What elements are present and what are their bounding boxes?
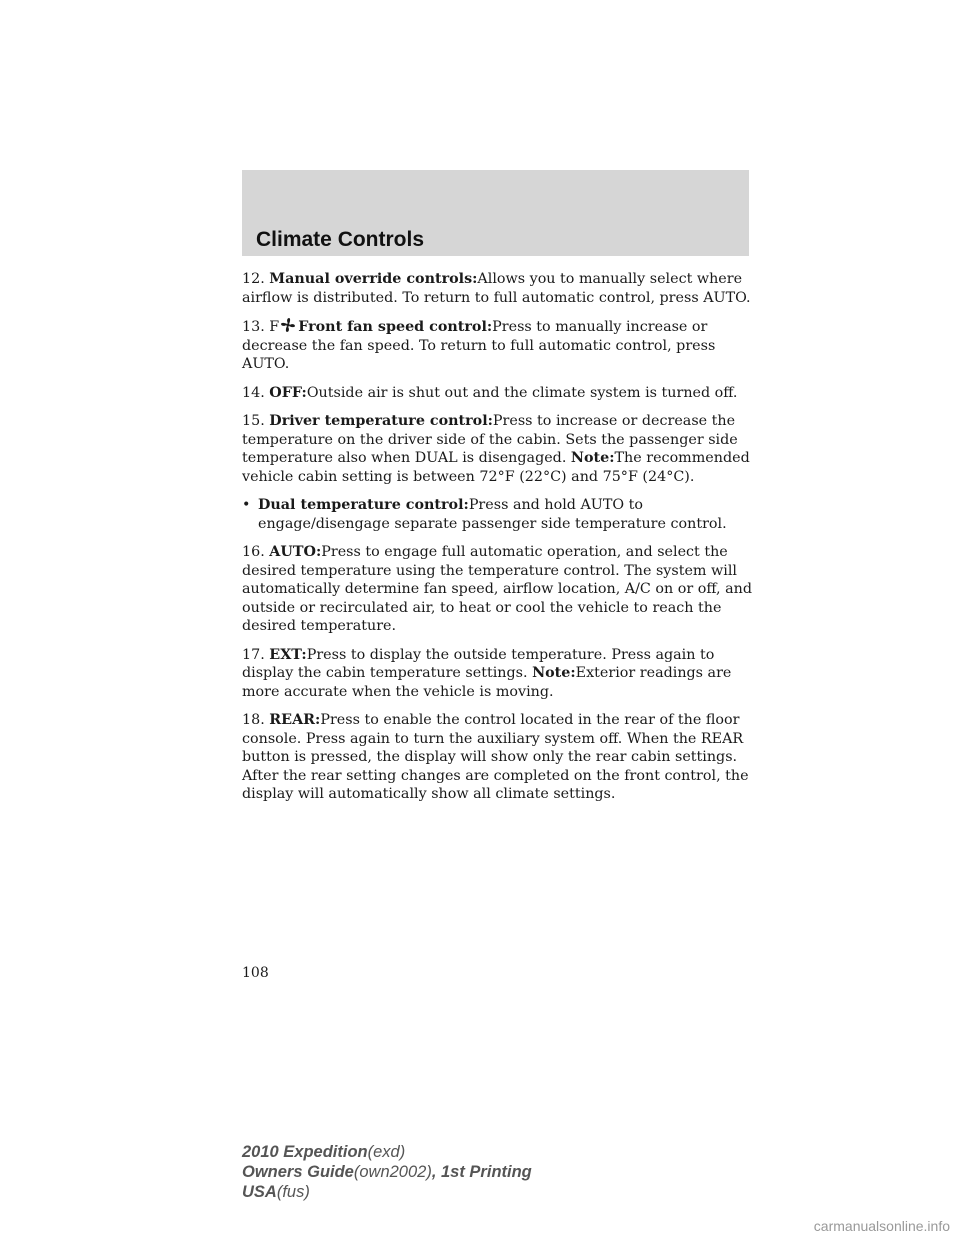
footer-market: USA <box>242 1183 277 1201</box>
item-13 <box>242 317 752 374</box>
item-number: 16. <box>242 544 265 560</box>
bullet-item <box>242 496 752 533</box>
item-16 <box>242 543 752 636</box>
page-number: 108 <box>242 965 269 981</box>
bullet-text-block <box>258 496 752 533</box>
item-label: Driver temperature control: <box>269 413 493 429</box>
footer-market-code: (fus) <box>276 1183 310 1201</box>
item-text: Press to manually increase or decrease the fan speed. To return to full automatic control, press AUTO. <box>242 319 716 372</box>
note-text: The recommended vehicle cabin setting is between 72°F (22°C) and 75°F (24°C). <box>242 450 750 485</box>
note-label: Note: <box>532 665 576 681</box>
item-18 <box>242 711 752 804</box>
item-number: 18. <box>242 712 265 728</box>
item-label: AUTO: <box>269 544 322 560</box>
footer-printing: , 1st Printing <box>431 1163 532 1181</box>
note-text: Exterior readings are more accurate when the vehicle is moving. <box>242 665 732 700</box>
item-number: 15. <box>242 413 265 429</box>
item-text: Press to enable the control located in the rear of the floor console. Press again to turn the auxiliary system off. When the REAR button is pressed, the display will show only the rear cabin settings. After the rear setting changes are completed on the front control, the display will automatically show all climate settings. <box>242 712 749 802</box>
item-label: Front fan speed control: <box>298 319 493 335</box>
footer-line-2 <box>242 1162 532 1182</box>
item-14 <box>242 384 752 403</box>
item-number: 13. F <box>242 319 280 335</box>
item-12 <box>242 270 752 307</box>
item-text: Allows you to manually select where airflow is distributed. To return to full automatic control, press AUTO. <box>242 271 751 306</box>
item-label: REAR: <box>269 712 321 728</box>
document-footer <box>242 1142 532 1202</box>
section-header-band <box>242 170 749 256</box>
item-text: Outside air is shut out and the climate system is turned off. <box>306 384 738 401</box>
item-text: Press to engage full automatic operation, and select the desired temperature using the temperature control. The system will automatically determine fan speed, airflow location, A/C on or off, and outside or recirculated air, to heat or cool the vehicle to reach the desired temperature. <box>242 544 752 634</box>
item-15 <box>242 412 752 486</box>
footer-model-code: (exd) <box>367 1143 406 1161</box>
bullet-text: Press and hold AUTO to engage/disengage separate passenger side temperature control. <box>258 497 727 532</box>
item-label: Manual override controls: <box>269 271 478 287</box>
footer-model: 2010 Expedition <box>242 1143 368 1161</box>
footer-line-3 <box>242 1182 532 1202</box>
fan-icon <box>280 317 296 333</box>
item-label: OFF: <box>269 384 307 401</box>
item-number: 17. <box>242 646 265 663</box>
item-17 <box>242 646 752 702</box>
item-number: 12. <box>242 271 265 287</box>
bullet-dot: • <box>242 497 251 513</box>
footer-guide-code: (own2002) <box>353 1163 432 1181</box>
footer-guide: Owners Guide <box>242 1163 354 1181</box>
section-title: Climate Controls <box>256 228 425 251</box>
manual-content <box>242 270 752 814</box>
bullet-label: Dual temperature control: <box>258 497 469 513</box>
item-number: 14. <box>242 384 265 401</box>
item-label: EXT: <box>269 646 307 663</box>
item-text: Press to increase or decrease the temperature on the driver side of the cabin. Sets the passenger side temperature also when DUAL is disengaged. <box>242 413 738 466</box>
item-text: Press to display the outside temperature. Press again to display the cabin temperature settings. <box>242 646 715 681</box>
watermark: carmanualsonline.info <box>813 1218 950 1234</box>
footer-line-1 <box>242 1142 532 1162</box>
note-label: Note: <box>570 450 615 466</box>
